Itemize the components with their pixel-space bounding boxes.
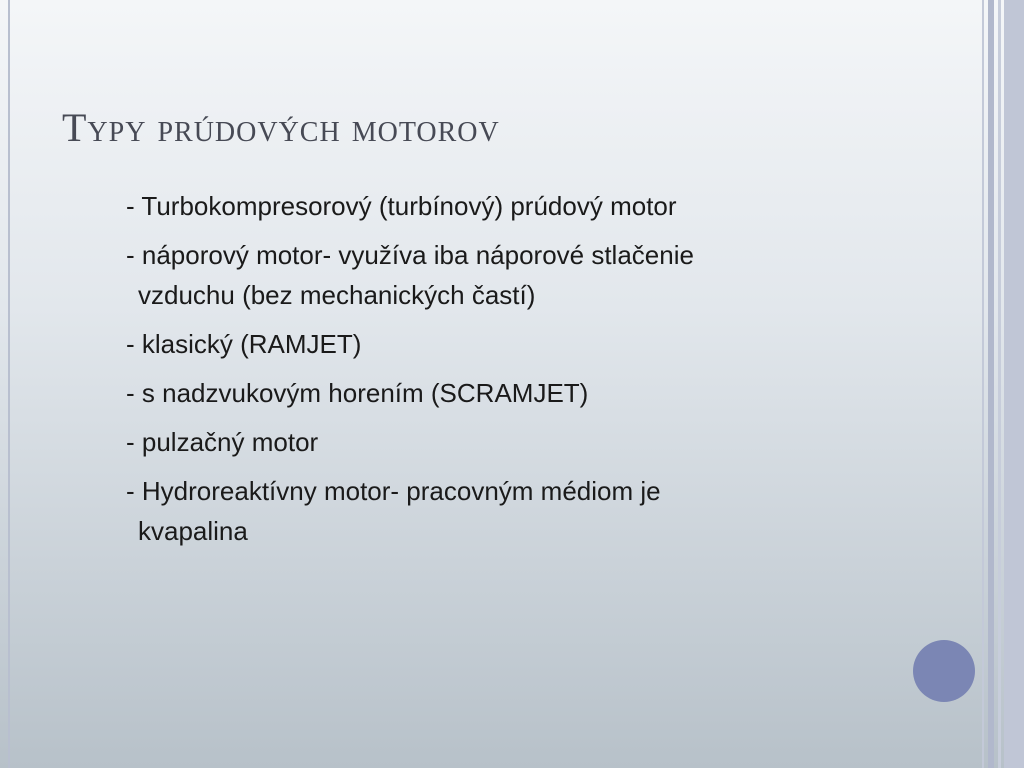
list-item xyxy=(126,235,866,315)
list-item-text: - Hydroreaktívny motor- pracovným médiom je xyxy=(126,476,661,506)
slide-frame-right xyxy=(978,0,1024,768)
frame-bar xyxy=(1004,0,1024,768)
list-item-text: - pulzačný motor xyxy=(126,427,319,457)
list-item xyxy=(126,324,866,364)
slide-title: Typy prúdových motorov xyxy=(62,105,500,150)
slide-frame-left xyxy=(8,0,10,768)
list-item xyxy=(126,422,866,462)
list-item-continuation: vzduchu (bez mechanických častí) xyxy=(138,280,536,310)
list-item xyxy=(126,186,866,226)
frame-bar xyxy=(982,0,984,768)
list-item xyxy=(126,471,866,551)
list-item-text: - s nadzvukovým horením (SCRAMJET) xyxy=(126,378,589,408)
list-item-text: - Turbokompresorový (turbínový) prúdový motor xyxy=(126,191,677,221)
frame-bar xyxy=(988,0,994,768)
bullet-list xyxy=(126,186,866,560)
list-item xyxy=(126,373,866,413)
list-item-continuation: kvapalina xyxy=(138,516,248,546)
frame-bar xyxy=(998,0,1001,768)
list-item-text: - klasický (RAMJET) xyxy=(126,329,362,359)
list-item-text: - náporový motor- využíva iba náporové stlačenie xyxy=(126,240,694,270)
decorative-circle xyxy=(913,640,975,702)
